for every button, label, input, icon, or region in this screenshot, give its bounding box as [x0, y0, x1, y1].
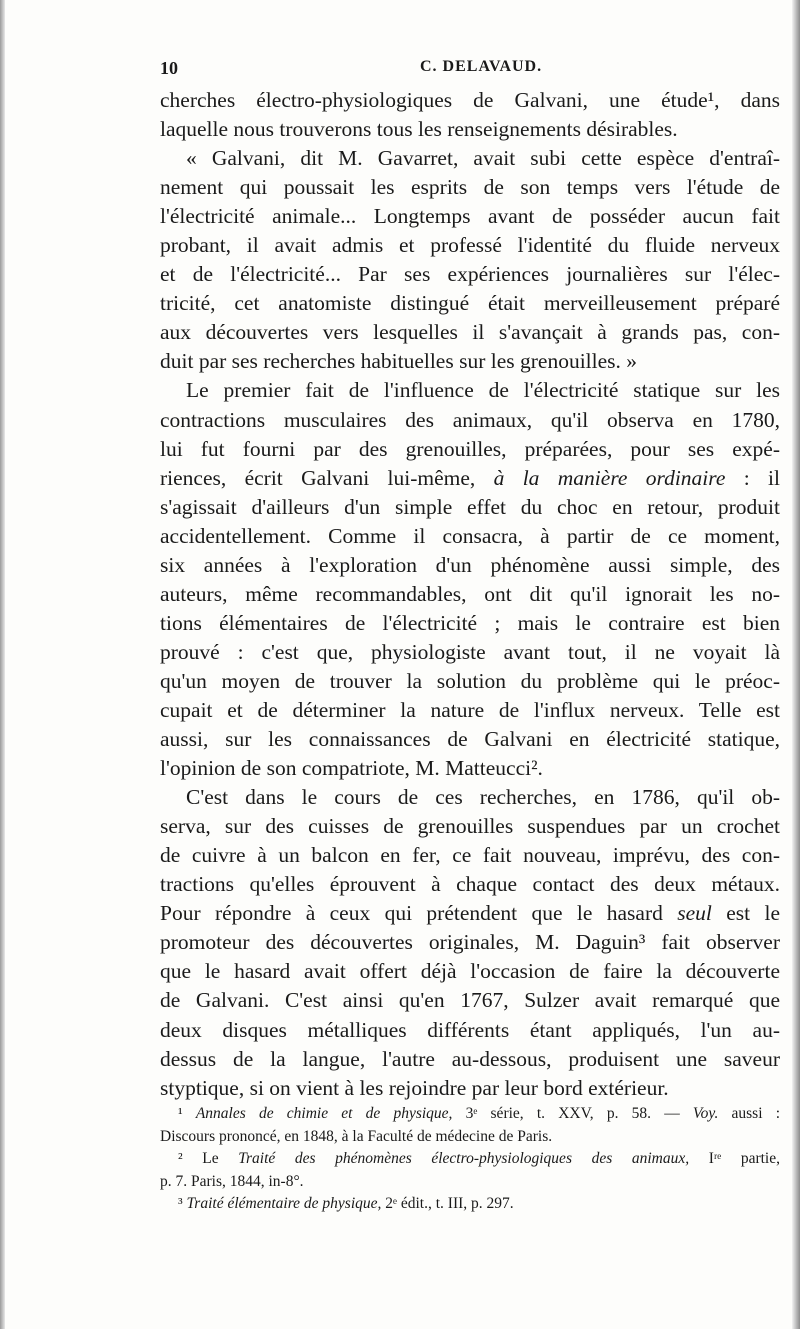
body-text	[160, 86, 780, 1103]
text-line: qu'un moyen de trouver la solution du problème qui le préoc-	[160, 668, 780, 693]
page-left-edge	[0, 0, 5, 1329]
footnote-title: Traité des phénomènes électro-physiologiques des animaux,	[238, 1150, 690, 1167]
text-line: cherches électro-physiologiques de Galvani, une étude¹, dans	[160, 88, 780, 112]
text-line: dessus de la langue, l'autre au-dessous, produisent une saveur	[160, 1046, 780, 1071]
footnote-text: Iʳᵉ partie,	[689, 1150, 780, 1167]
footnote-title: Traité élémentaire de physique,	[186, 1195, 382, 1212]
footnote-2	[160, 1148, 780, 1171]
text-line: contractions musculaires des animaux, qu'il observa en 1780,	[160, 407, 780, 432]
text-line: l'électricité animale... Longtemps avant de posséder aucun fait	[160, 204, 780, 229]
text-line: C'est dans le cours de ces recherches, en 1786, qu'il ob-	[186, 785, 780, 810]
text-line: accidentellement. Comme il consacra, à partir de ce moment,	[160, 523, 780, 548]
text-line: de cuivre à un balcon en fer, ce fait nouveau, imprévu, des con-	[160, 843, 780, 868]
text-line: serva, sur des cuisses de grenouilles suspendues par un crochet	[160, 814, 780, 839]
text-line: et de l'électricité... Par ses expériences journalières sur l'élec-	[160, 262, 780, 287]
text-line-mixed	[160, 899, 780, 928]
footnote-3	[160, 1193, 780, 1216]
footnote-2-cont: p. 7. Paris, 1844, in-8°.	[160, 1172, 304, 1190]
text-line: Le premier fait de l'influence de l'électricité statique sur les	[186, 378, 780, 403]
text-segment: Pour répondre à ceux qui prétendent que le hasard	[160, 901, 663, 926]
footnote-abbrev: Voy.	[692, 1105, 719, 1122]
page-number: 10	[160, 58, 178, 78]
text-segment: : il	[725, 465, 780, 490]
running-head: C. DELAVAUD.	[420, 58, 543, 75]
text-line-mixed	[160, 464, 780, 493]
text-line: aussi, sur les connaissances de Galvani en électricité statique,	[160, 727, 780, 752]
italic-word: seul	[677, 901, 712, 926]
text-line: « Galvani, dit M. Gavarret, avait subi cette espèce d'entraî-	[186, 146, 780, 171]
text-line: tions élémentaires de l'électricité ; mais le contraire est bien	[160, 610, 780, 635]
text-line: laquelle nous trouverons tous les renseignements désirables.	[160, 117, 678, 142]
text-line: aux découvertes vers lesquelles il s'avançait à grands pas, con-	[160, 320, 780, 345]
text-line: s'agissait d'ailleurs d'un simple effet du choc en retour, produit	[160, 494, 780, 519]
footnote-marker: ¹	[178, 1105, 196, 1122]
text-line: six années à l'exploration d'un phénomène aussi simple, des	[160, 552, 780, 577]
text-line: auteurs, même recommandables, ont dit qu'il ignorait les no-	[160, 581, 780, 606]
footnote-text: 2ᵉ édit., t. III, p. 297.	[381, 1195, 514, 1212]
page-header	[160, 58, 780, 84]
text-line: de Galvani. C'est ainsi qu'en 1767, Sulzer avait remarqué que	[160, 988, 780, 1013]
text-line: deux disques métalliques différents étant appliqués, l'un au-	[160, 1017, 780, 1042]
footnote-marker: ² Le	[178, 1150, 239, 1167]
footnote-text: aussi :	[718, 1105, 780, 1122]
text-line: duit par ses recherches habituelles sur les grenouilles. »	[160, 349, 638, 374]
footnote-marker: ³	[178, 1195, 187, 1212]
footnote-1-cont: Discours prononcé, en 1848, à la Faculté de médecine de Paris.	[160, 1127, 553, 1145]
text-line: promoteur des découvertes originales, M. Daguin³ fait observer	[160, 930, 780, 955]
text-line: tractions qu'elles éprouvent à chaque contact des deux métaux.	[160, 872, 780, 897]
page-right-edge	[792, 0, 800, 1329]
footnote-text: 3ᵉ série, t. XXV, p. 58. —	[452, 1105, 693, 1122]
text-line: que le hasard avait offert déjà l'occasion de faire la découverte	[160, 959, 780, 984]
footnotes	[160, 1103, 780, 1216]
text-line: nement qui poussait les esprits de son temps vers l'étude de	[160, 175, 780, 200]
text-line: probant, il avait admis et professé l'identité du fluide nerveux	[160, 233, 780, 258]
text-segment: riences, écrit Galvani lui-même,	[160, 465, 476, 490]
text-line: l'opinion de son compatriote, M. Matteucci².	[160, 756, 543, 781]
footnote-1	[160, 1103, 780, 1126]
italic-phrase: à la manière ordinaire	[493, 465, 726, 490]
text-segment: est le	[711, 901, 780, 926]
text-line: cupait et de déterminer la nature de l'influx nerveux. Telle est	[160, 697, 780, 722]
text-line: lui fut fourni par des grenouilles, préparées, pour ses expé-	[160, 436, 780, 461]
footnote-title: Annales de chimie et de physique,	[195, 1105, 453, 1122]
text-line: styptique, si on vient à les rejoindre par leur bord extérieur.	[160, 1075, 669, 1100]
text-line: prouvé : c'est que, physiologiste avant tout, il ne voyait là	[160, 639, 780, 664]
text-line: tricité, cet anatomiste distingué était merveilleusement préparé	[160, 291, 780, 316]
